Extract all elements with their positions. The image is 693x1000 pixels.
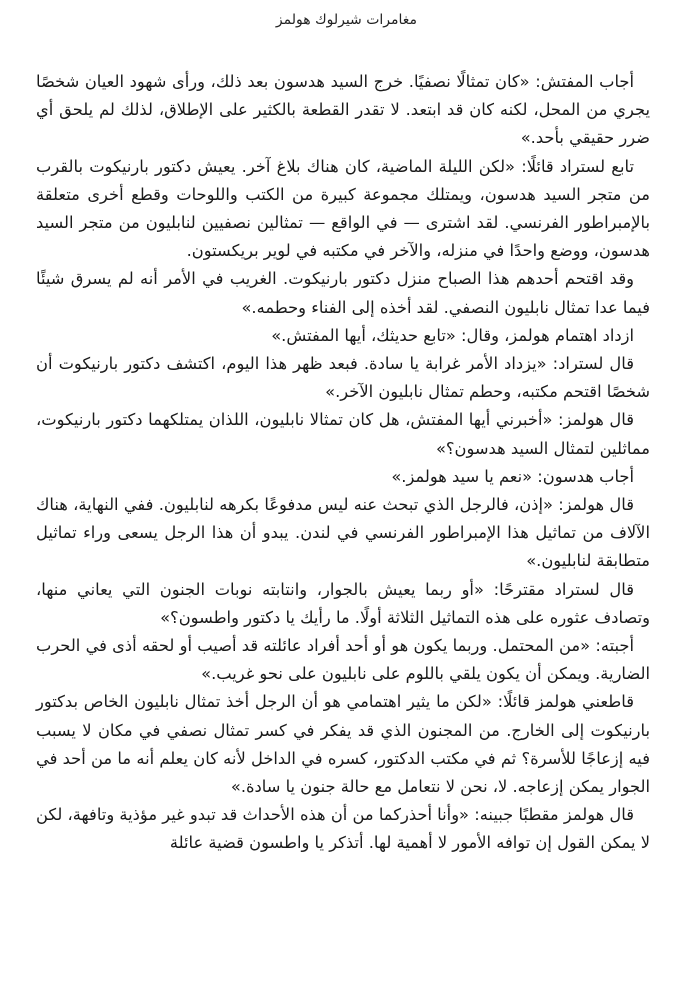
- paragraph: أجبته: «من المحتمل. وربما يكون هو أو أحد أفراد عائلته قد أصيب أو لحقه أذى في الحرب الضارية. ويمكن أن يكون يلقي باللوم على نابليون على نحو غريب.»: [36, 636, 650, 684]
- paragraph: أجاب المفتش: «كان تمثالًا نصفيًا. خرج السيد هدسون بعد ذلك، ورأى شهود العيان شخصًا يجري من المحل، لكنه كان قد ابتعد. لا تقدر القطعة بالكثير على الإطلاق، لذلك لم يلحق أي ضرر حقيقي بأحد.»: [36, 72, 650, 148]
- paragraph: وقد اقتحم أحدهم هذا الصباح منزل دكتور بارنيكوت. الغريب في الأمر أنه لم يسرق شيئًا فيما عدا تمثال نابليون النصفي. لقد أخذه إلى الفناء وحطمه.»: [36, 269, 650, 317]
- running-header: مغامرات شيرلوك هولمز: [275, 12, 418, 28]
- paragraph: قال هولمز: «أخبرني أيها المفتش، هل كان تمثالا نابليون، اللذان يمتلكهما دكتور بارنيكوت، مماثلين لتمثال السيد هدسون؟»: [36, 410, 650, 458]
- paragraph: ازداد اهتمام هولمز، وقال: «تابع حديثك، أيها المفتش.»: [271, 325, 634, 345]
- text-body: [36, 68, 650, 858]
- paragraph: قال هولمز مقطبًا جبينه: «وأنا أحذركما من أن هذه الأحداث قد تبدو غير مؤذية وتافهة، لكن لا يمكن القول إن توافه الأمور لا أهمية لها. أتذكر يا واطسون قضية عائلة: [36, 805, 650, 853]
- paragraph: أجاب هدسون: «نعم يا سيد هولمز.»: [391, 466, 634, 486]
- paragraph: قال هولمز: «إذن، فالرجل الذي تبحث عنه ليس مدفوعًا بكرهه لنابليون. ففي النهاية، هناك الآلاف من تماثيل هذا الإمبراطور الفرنسي في لندن. يبدو أن هذا الرجل يسعى وراء تماثيل متطابقة لنابليون.»: [36, 495, 650, 571]
- paragraph: قال لستراد: «يزداد الأمر غرابة يا سادة. فبعد ظهر هذا اليوم، اكتشف دكتور بارنيكوت أن شخصًا اقتحم مكتبه، وحطم تمثال نابليون الآخر.»: [36, 354, 650, 402]
- paragraph: تابع لستراد قائلًا: «لكن الليلة الماضية، كان هناك بلاغ آخر. يعيش دكتور بارنيكوت بالقرب من متجر السيد هدسون، ويمتلك مجموعة كبيرة من الكتب واللوحات وقطع أخرى متعلقة بالإمبراطور الفرنسي. لقد اشترى — في الواقع — تمثالين نصفيين لنابليون من متجر السيد هدسون، ووضع واحدًا في منزله، والآخر في مكتبه في لوير بريكستون.: [36, 156, 650, 261]
- paragraph: قال لستراد مقترحًا: «أو ربما يعيش بالجوار، وانتابته نوبات الجنون التي يعاني منها، وتصادف عثوره على هذه التماثيل الثلاثة أولًا. ما رأيك يا دكتور واطسون؟»: [36, 579, 650, 627]
- paragraph: قاطعني هولمز قائلًا: «لكن ما يثير اهتمامي هو أن الرجل أخذ تمثال نابليون الخاص بدكتور بارنيكوت إلى الخارج. من المجنون الذي قد يفكر في كسر تمثال نصفي في مكان لا يسبب فيه إزعاجًا للأسرة؟ ثم في مكتب الدكتور، كسره في الداخل لأنه كان يعلم أنه ما من أحد في الجوار يمكن إزعاجه. لا، نحن لا نتعامل مع حالة جنون يا سادة.»: [36, 692, 650, 797]
